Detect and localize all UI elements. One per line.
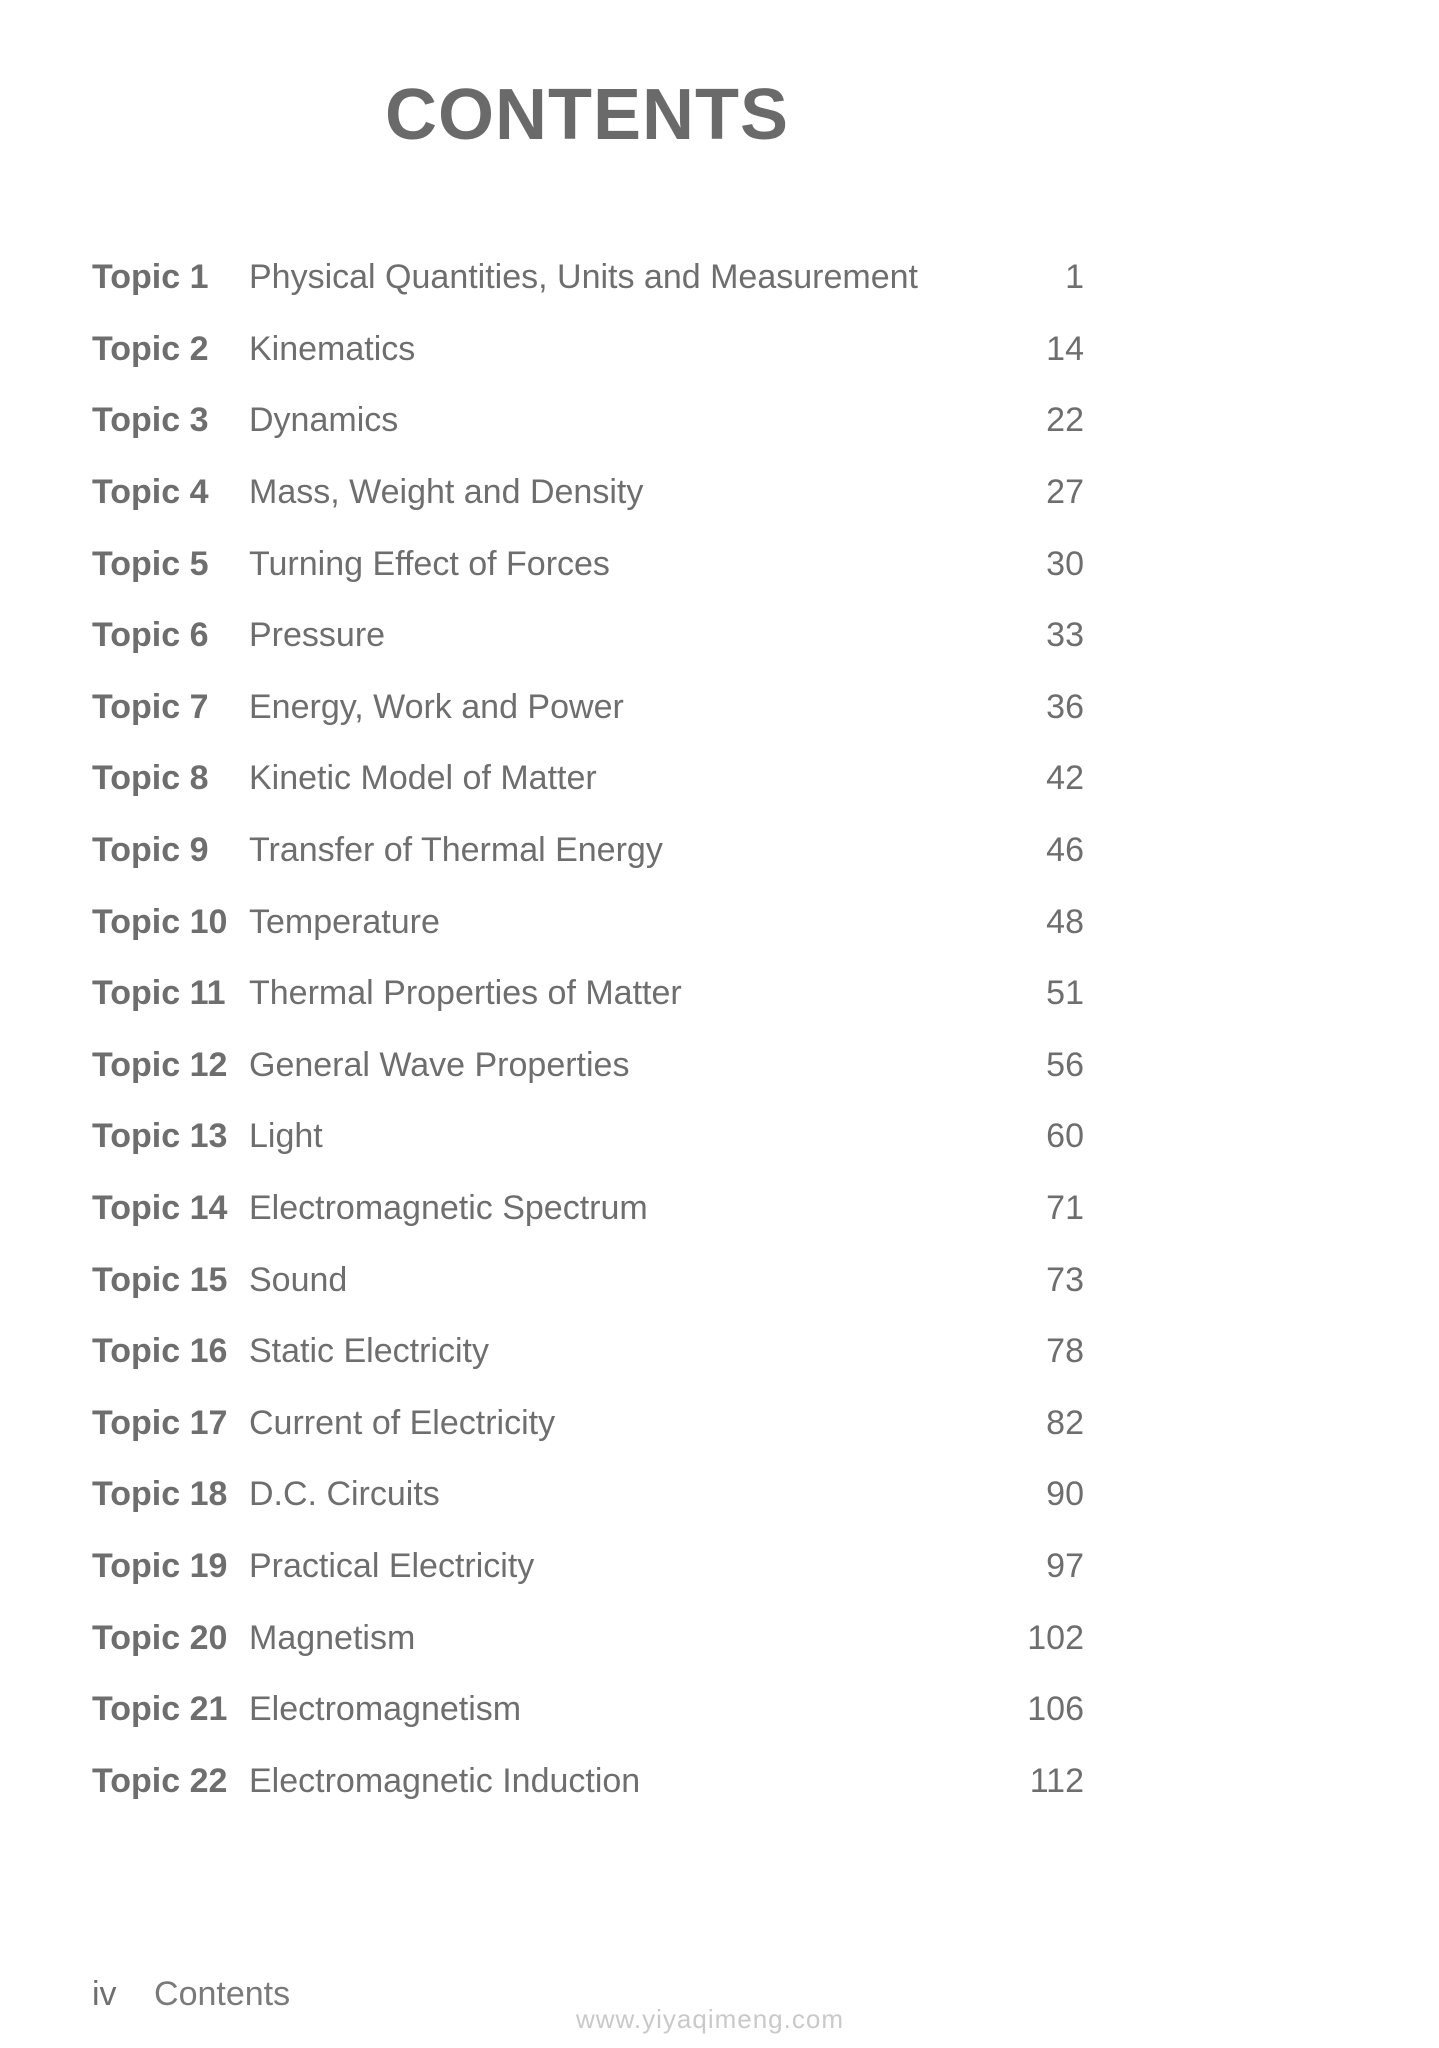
topic-label: Topic 7 [92, 687, 209, 726]
topic-page-number: 51 [1046, 974, 1084, 1013]
topic-title: Physical Quantities, Units and Measurement [249, 258, 918, 297]
topic-title: Practical Electricity [249, 1546, 535, 1585]
toc-row[interactable] [92, 1674, 1084, 1746]
topic-page-number: 14 [1046, 329, 1084, 368]
topic-label: Topic 19 [92, 1546, 228, 1585]
topic-page-number: 106 [1027, 1690, 1084, 1729]
toc-row[interactable] [92, 1101, 1084, 1173]
toc-row[interactable] [92, 1244, 1084, 1316]
toc-row[interactable] [92, 1316, 1084, 1388]
topic-label: Topic 10 [92, 902, 228, 941]
topic-label: Topic 17 [92, 1403, 228, 1442]
topic-title: Temperature [249, 902, 440, 941]
topic-title: Energy, Work and Power [249, 687, 624, 726]
topic-page-number: 1 [1065, 258, 1084, 297]
topic-title: Electromagnetic Induction [249, 1761, 641, 1800]
running-footer-section: Contents [154, 1975, 291, 2013]
toc-list [92, 242, 1084, 1817]
topic-title: Static Electricity [249, 1332, 489, 1371]
topic-label: Topic 11 [92, 974, 226, 1013]
topic-page-number: 22 [1046, 401, 1084, 440]
toc-row[interactable] [92, 886, 1084, 958]
topic-title: Electromagnetism [249, 1690, 522, 1729]
topic-label: Topic 15 [92, 1260, 228, 1299]
topic-page-number: 42 [1046, 759, 1084, 798]
toc-row[interactable] [92, 743, 1084, 815]
topic-page-number: 30 [1046, 544, 1084, 583]
toc-row[interactable] [92, 1388, 1084, 1460]
topic-title: Current of Electricity [249, 1403, 556, 1442]
topic-page-number: 36 [1046, 687, 1084, 726]
topic-label: Topic 16 [92, 1332, 228, 1371]
topic-page-number: 112 [1029, 1761, 1084, 1800]
topic-title: Sound [249, 1260, 348, 1299]
topic-label: Topic 12 [92, 1045, 228, 1084]
topic-title: Kinematics [249, 329, 416, 368]
topic-label: Topic 8 [92, 759, 209, 798]
toc-row[interactable] [92, 1030, 1084, 1102]
topic-label: Topic 21 [92, 1690, 228, 1729]
topic-page-number: 46 [1046, 831, 1084, 870]
toc-row[interactable] [92, 1531, 1084, 1603]
topic-label: Topic 6 [92, 616, 209, 655]
topic-page-number: 78 [1046, 1332, 1084, 1371]
toc-row[interactable] [92, 242, 1084, 314]
topic-label: Topic 1 [92, 258, 209, 297]
topic-label: Topic 3 [92, 401, 209, 440]
topic-title: Electromagnetic Spectrum [249, 1189, 648, 1228]
page-title: CONTENTS [385, 75, 789, 155]
topic-title: Transfer of Thermal Energy [249, 831, 663, 870]
topic-label: Topic 9 [92, 831, 209, 870]
topic-page-number: 60 [1046, 1117, 1084, 1156]
topic-title: Light [249, 1117, 323, 1156]
toc-row[interactable] [92, 457, 1084, 529]
topic-title: Turning Effect of Forces [249, 544, 610, 583]
topic-page-number: 27 [1046, 473, 1084, 512]
topic-title: Pressure [249, 616, 386, 655]
topic-title: D.C. Circuits [249, 1475, 440, 1514]
folio-page-number: iv [92, 1975, 117, 2013]
topic-page-number: 97 [1046, 1546, 1084, 1585]
toc-row[interactable] [92, 1173, 1084, 1245]
toc-row[interactable] [92, 314, 1084, 386]
topic-label: Topic 14 [92, 1189, 228, 1228]
page-footer [92, 1975, 290, 2014]
toc-row[interactable] [92, 1745, 1084, 1817]
topic-page-number: 48 [1046, 902, 1084, 941]
toc-row[interactable] [92, 672, 1084, 744]
toc-row[interactable] [92, 815, 1084, 887]
topic-page-number: 73 [1046, 1260, 1084, 1299]
toc-row[interactable] [92, 600, 1084, 672]
topic-title: Dynamics [249, 401, 399, 440]
toc-row[interactable] [92, 1602, 1084, 1674]
toc-row[interactable] [92, 528, 1084, 600]
topic-label: Topic 18 [92, 1475, 228, 1514]
topic-page-number: 102 [1027, 1618, 1084, 1657]
topic-label: Topic 20 [92, 1618, 228, 1657]
topic-label: Topic 2 [92, 329, 209, 368]
topic-label: Topic 22 [92, 1761, 228, 1800]
topic-title: Magnetism [249, 1618, 416, 1657]
topic-label: Topic 5 [92, 544, 209, 583]
topic-title: Kinetic Model of Matter [249, 759, 597, 798]
topic-title: Thermal Properties of Matter [249, 974, 682, 1013]
topic-page-number: 82 [1046, 1403, 1084, 1442]
topic-page-number: 33 [1046, 616, 1084, 655]
watermark-url: www.yiyaqimeng.com [576, 2004, 844, 2034]
toc-row[interactable] [92, 1459, 1084, 1531]
toc-row[interactable] [92, 385, 1084, 457]
topic-label: Topic 13 [92, 1117, 228, 1156]
topic-page-number: 90 [1046, 1475, 1084, 1514]
topic-title: General Wave Properties [249, 1045, 630, 1084]
topic-label: Topic 4 [92, 473, 209, 512]
toc-row[interactable] [92, 958, 1084, 1030]
topic-page-number: 71 [1046, 1189, 1084, 1228]
topic-title: Mass, Weight and Density [249, 473, 644, 512]
topic-page-number: 56 [1046, 1045, 1084, 1084]
